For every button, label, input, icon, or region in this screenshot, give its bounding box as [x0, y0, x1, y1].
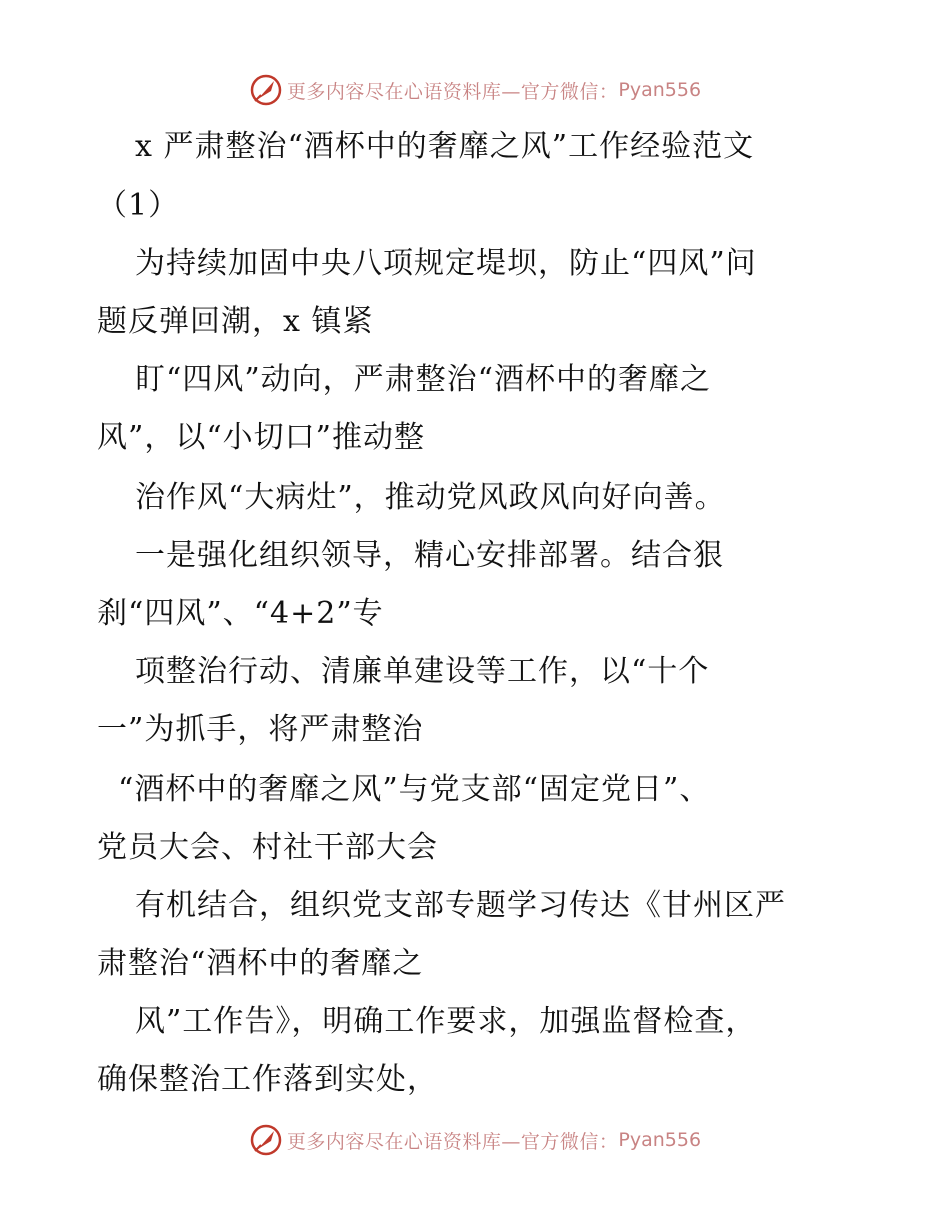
- header-watermark-text: 更多内容尽在心语资料库—官方微信：: [286, 80, 619, 103]
- paragraph-line: 为持续加固中央八项规定堤坝，防止“四风”问: [135, 246, 757, 281]
- doc-title-line-2: （1）: [97, 188, 180, 223]
- footer-watermark: [0, 1120, 950, 1160]
- paragraph-line: 题反弹回潮，x 镇紧: [97, 304, 374, 339]
- footer-watermark-text: 更多内容尽在心语资料库—官方微信：: [286, 1130, 619, 1153]
- paragraph-line: 一是强化组织领导，精心安排部署。结合狠: [135, 538, 724, 573]
- paragraph-line: 盯“四风”动向，严肃整治“酒杯中的奢靡之: [135, 362, 712, 397]
- paragraph-line: 风”，以“小切口”推动整: [97, 420, 426, 455]
- paragraph-line: 项整治行动、清廉单建设等工作，以“十个: [135, 654, 710, 689]
- paragraph-line: 肃整治“酒杯中的奢靡之: [97, 946, 424, 981]
- header-wechat-id: Pyan556: [618, 79, 702, 101]
- doc-title-line-1: x 严肃整治“酒杯中的奢靡之风”工作经验范文: [135, 129, 755, 164]
- quill-logo-icon: [249, 1123, 283, 1157]
- paragraph-line: 风”工作告》，明确工作要求，加强监督检查，: [135, 1004, 757, 1039]
- footer-wechat-id: Pyan556: [618, 1129, 702, 1151]
- paragraph-line: 刹“四风”、“4+2”专: [97, 596, 384, 631]
- paragraph-line: 党员大会、村社干部大会: [97, 830, 438, 865]
- paragraph-line: 有机结合，组织党支部专题学习传达《甘州区严: [135, 888, 786, 923]
- paragraph-line: 确保整治工作落到实处，: [97, 1062, 438, 1097]
- paragraph-line: 一”为抓手，将严肃整治: [97, 712, 424, 747]
- paragraph-line: 治作风“大病灶”，推动党风政风向好向善。: [135, 480, 726, 515]
- paragraph-line: “酒杯中的奢靡之风”与党支部“固定党日”、: [118, 772, 711, 807]
